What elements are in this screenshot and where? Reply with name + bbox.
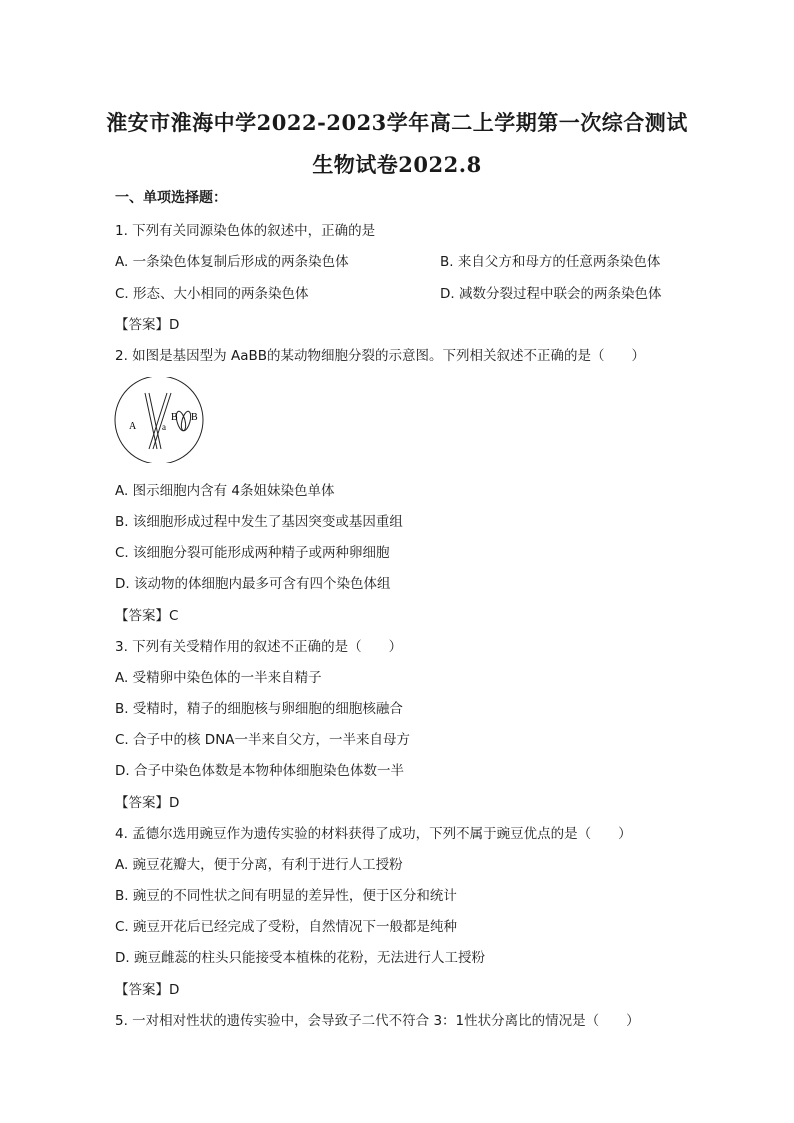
question-1-answer: 【答案】D (115, 317, 180, 333)
question-2-option-c: C. 该细胞分裂可能形成两种精子或两种卵细胞 (115, 545, 390, 561)
question-4-answer: 【答案】D (115, 982, 180, 998)
gene-label-b-right: B (191, 412, 198, 423)
question-1-option-a: A. 一条染色体复制后形成的两条染色体 (115, 254, 349, 270)
question-3-answer: 【答案】D (115, 795, 180, 811)
gene-label-b-left: B (171, 412, 178, 423)
question-2-stem: 2. 如图是基因型为 AaBB的某动物细胞分裂的示意图。下列相关叙述不正确的是（ ） (115, 348, 645, 364)
gene-label-a-upper: A (129, 421, 137, 432)
question-2-option-a: A. 图示细胞内含有 4条姐妹染色单体 (115, 483, 335, 499)
question-3-option-c: C. 合子中的核 DNA一半来自父方，一半来自母方 (115, 732, 411, 748)
cell-membrane (115, 377, 203, 463)
question-2-option-b: B. 该细胞形成过程中发生了基因突变或基因重组 (115, 514, 403, 530)
question-3-stem: 3. 下列有关受精作用的叙述不正确的是（ ） (115, 639, 403, 655)
question-1-option-b: B. 来自父方和母方的任意两条染色体 (440, 254, 661, 270)
question-1-option-c: C. 形态、大小相同的两条染色体 (115, 286, 309, 302)
cell-division-figure (111, 377, 207, 463)
question-4-option-b: B. 豌豆的不同性状之间有明显的差异性，便于区分和统计 (115, 888, 457, 904)
question-3-option-d: D. 合子中染色体数是本物种体细胞染色体数一半 (115, 763, 404, 779)
question-4-stem: 4. 孟德尔选用豌豆作为遗传实验的材料获得了成功，下列不属于豌豆优点的是（ ） (115, 826, 632, 842)
exam-title: 淮安市淮海中学2022-2023学年高二上学期第一次综合测试 (106, 110, 688, 135)
question-4-option-d: D. 豌豆雌蕊的柱头只能接受本植株的花粉，无法进行人工授粉 (115, 950, 485, 966)
question-2-answer: 【答案】C (115, 608, 179, 624)
gene-label-a-lower: a (162, 422, 166, 432)
section-title: 一、单项选择题： (115, 190, 227, 206)
question-5-stem: 5. 一对相对性状的遗传实验中，会导致子二代不符合 3：1性状分离比的情况是（ ） (115, 1013, 640, 1029)
question-4-option-a: A. 豌豆花瓣大，便于分离，有利于进行人工授粉 (115, 857, 403, 873)
chromosome-large-left (145, 393, 161, 449)
chromosome-large-right (149, 393, 171, 449)
question-2-option-d: D. 该动物的体细胞内最多可含有四个染色体组 (115, 576, 391, 592)
exam-subtitle: 生物试卷2022.8 (312, 152, 482, 177)
question-1-stem: 1. 下列有关同源染色体的叙述中，正确的是 (115, 223, 376, 239)
question-3-option-b: B. 受精时，精子的细胞核与卵细胞的细胞核融合 (115, 701, 403, 717)
question-4-option-c: C. 豌豆开花后已经完成了受粉，自然情况下一般都是纯种 (115, 919, 458, 935)
question-3-option-a: A. 受精卵中染色体的一半来自精子 (115, 670, 322, 686)
question-1-option-d: D. 减数分裂过程中联会的两条染色体 (440, 286, 662, 302)
